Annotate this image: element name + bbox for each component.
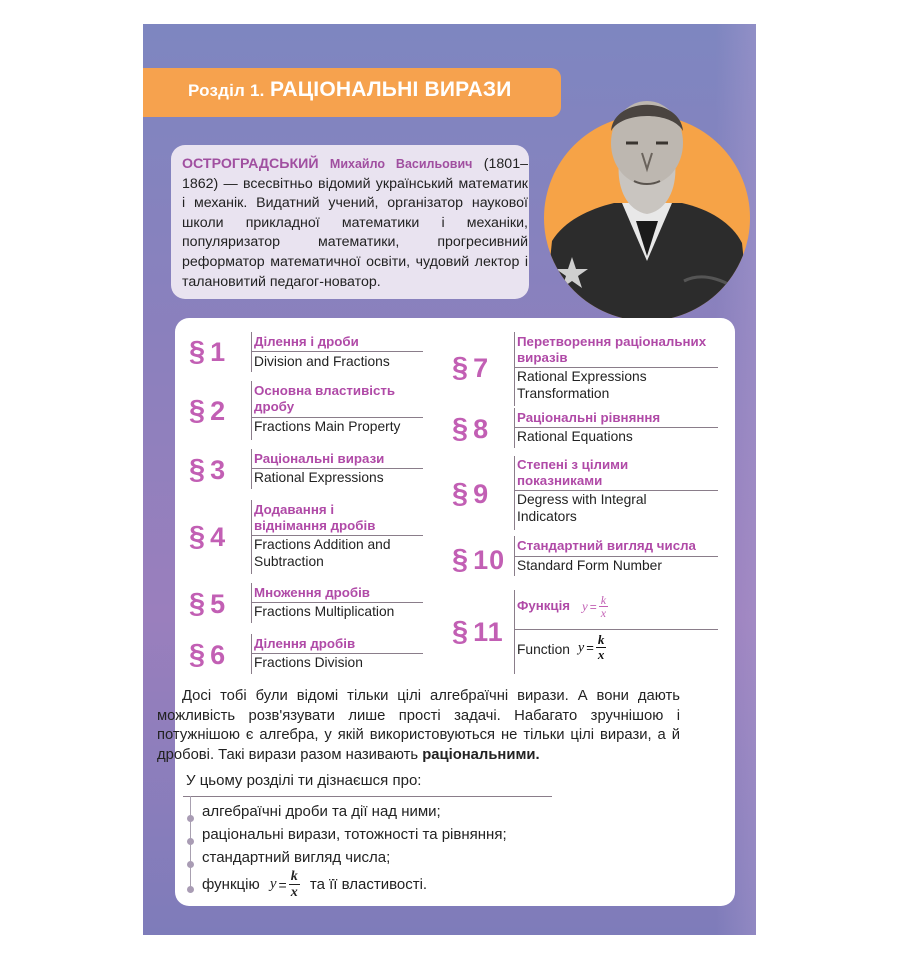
section-title-ua: Функція — [517, 598, 571, 613]
section-number: § 1 — [189, 336, 227, 368]
section-title-ua: Множення дробів — [254, 585, 370, 600]
section-title-ua: Степені з цілими показниками — [517, 457, 629, 488]
bullet — [187, 815, 194, 822]
section-number: § 6 — [189, 639, 227, 671]
section-number: § 2 — [189, 395, 227, 427]
page-background — [143, 24, 756, 935]
bio-description: (1801–1862) — всесвітньо відомий український математик і механік. Видатний учений, організатор наукової школи прикладної математики і механіки, популяризатор математики, прогресивний реформатор математичної освіти, чудовий лектор і талановитий педагог-новатор. — [182, 156, 528, 290]
section-number: § 4 — [189, 521, 227, 553]
section-title-ua: Раціональні вирази — [254, 451, 385, 466]
section-title-en: Rational Expressions Transformation — [517, 369, 647, 401]
intro-paragraph: Досі тобі були відомі тільки цілі алгебраїчні вирази. А вони дають можливість розв'язувати лише прості задачі. Набагато зручнішою і потужнішою є алгебра, у якій використовуються не тільки цілі вирази, а й дробові. Такі вирази разом називають раціональними. — [157, 688, 680, 763]
learn-item-function: функцію y = $\frac{k}{x}$ та її властивості. — [202, 869, 428, 900]
portrait-image — [544, 81, 750, 321]
bullet — [187, 838, 194, 845]
section-title-ua: Ділення дробів — [254, 636, 356, 651]
section-title-ua: Додавання і віднімання дробів — [254, 502, 376, 533]
section-title-en: Standard Form Number — [517, 558, 662, 573]
learn-underline — [183, 796, 552, 797]
section-title-en: Fractions Addition and Subtraction — [254, 537, 391, 569]
section-number: § 7 — [452, 352, 490, 384]
section-title-en: Fractions Multiplication — [254, 604, 395, 619]
section-title-ua: Раціональні рівняння — [517, 410, 661, 425]
section-number: § 5 — [189, 588, 227, 620]
chapter-name: РАЦІОНАЛЬНІ ВИРАЗИ — [270, 78, 512, 101]
learn-item: раціональні вирази, тотожності та рівняння; — [202, 826, 507, 843]
chapter-prefix: Розділ 1. — [188, 81, 265, 100]
section-number: § 3 — [189, 454, 227, 486]
learn-item: стандартний вигляд числа; — [202, 849, 391, 866]
section-title-ua: Ділення і дроби — [254, 334, 359, 349]
bio-given-name: Михайло Васильович — [329, 157, 473, 171]
section-number: § 11 — [452, 616, 504, 648]
learn-heading: У цьому розділі ти дізнаєшся про: — [186, 772, 422, 789]
learn-item: алгебраїчні дроби та дії над ними; — [202, 803, 441, 820]
section-title-ua: Перетворення раціональних виразів — [517, 334, 707, 365]
section-title-en: Division and Fractions — [254, 354, 390, 369]
bullet — [187, 861, 194, 868]
section-title-ua: Стандартний вигляд числа — [517, 538, 696, 553]
section-title-en: Function — [517, 642, 570, 657]
section-number: § 9 — [452, 478, 490, 510]
section-title-en: Rational Expressions — [254, 470, 384, 485]
section-title-en: Fractions Division — [254, 655, 363, 670]
section-title-ua: Основна властивість дробу — [254, 383, 396, 414]
formula-section-title: y = $\frac{k}{x}$ — [582, 593, 607, 620]
section-title-en: Degress with Integral Indicators — [517, 492, 647, 524]
section-title-en: Fractions Main Property — [254, 419, 401, 434]
bullet — [187, 886, 194, 893]
biography-box — [171, 145, 529, 299]
bio-surname: ОСТРОГРАДСЬКИЙ — [182, 156, 319, 172]
section-title-en: Rational Equations — [517, 429, 633, 444]
section-number: § 10 — [452, 544, 506, 576]
section-number: § 8 — [452, 413, 490, 445]
formula-section-en: y = $\frac{k}{x}$ — [578, 632, 605, 662]
biography-text — [182, 155, 528, 292]
chapter-title — [188, 78, 512, 102]
